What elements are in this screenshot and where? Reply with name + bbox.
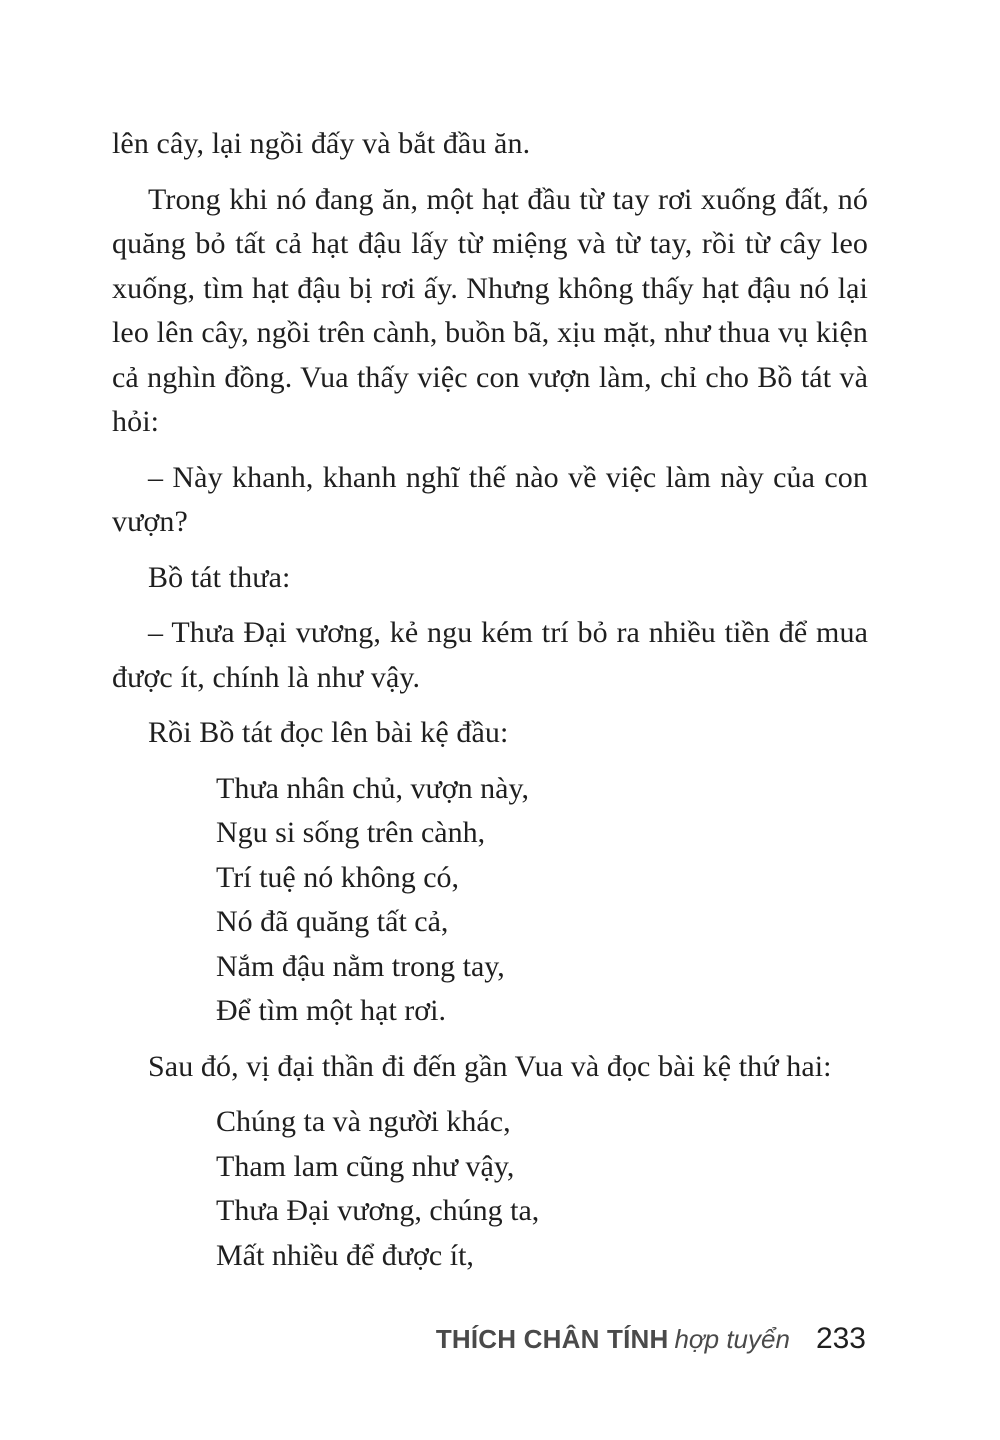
verse-line: Tham lam cũng như vậy, [216, 1149, 515, 1183]
page-footer [112, 1322, 866, 1366]
paragraph-bodhisattva-replies: Bồ tát thưa: [148, 560, 291, 594]
page-body [112, 122, 868, 1289]
verse-line: Trí tuệ nó không có, [216, 860, 460, 894]
verse-line: Ngu si sống trên cành, [216, 816, 486, 849]
paragraph-continuation: lên cây, lại ngồi đấy và bắt đầu ăn. [112, 127, 531, 160]
verse-line: Mất nhiều để được ít, [216, 1238, 474, 1272]
paragraph-bodhisattva-answer: – Thưa Đại vương, kẻ ngu kém trí bỏ ra nhiều tiền để mua được ít, chính là như vậy. [112, 616, 868, 694]
page-number: 233 [815, 1322, 866, 1355]
verse-line: Thưa nhân chủ, vượn này, [216, 771, 530, 805]
verse-line: Nó đã quăng tất cả, [216, 905, 449, 938]
verse-line: Chúng ta và người khác, [216, 1105, 511, 1138]
paragraph-second-verse-intro: Sau đó, vị đại thần đi đến gần Vua và đọc bài kệ thứ hai: [148, 1049, 832, 1083]
footer-subtitle: hợp tuyển [674, 1324, 790, 1354]
footer-author: THÍCH CHÂN TÍNH [435, 1324, 669, 1354]
verse-first [112, 767, 868, 1034]
verse-second [112, 1100, 868, 1278]
verse-line: Để tìm một hạt rơi. [216, 994, 446, 1027]
paragraph-monkey-drops-bean: Trong khi nó đang ăn, một hạt đầu từ tay rơi xuống đất, nó quăng bỏ tất cả hạt đậu lấy từ miệng và từ tay, rồi từ cây leo xuống, tìm hạt đậu bị rơi ấy. Nhưng không thấy hạt đậu nó lại leo lên cây, ngồi trên cành, buồn bã, xịu mặt, như thua vụ kiện cả nghìn đồng. Vua thấy việc con vượn làm, chỉ cho Bồ tát và hỏi: [112, 182, 868, 438]
paragraph-king-question: – Này khanh, khanh nghĩ thế nào về việc làm này của con vượn? [112, 460, 868, 538]
paragraph-first-verse-intro: Rồi Bồ tát đọc lên bài kệ đầu: [148, 716, 509, 749]
verse-line: Thưa Đại vương, chúng ta, [216, 1194, 540, 1227]
verse-line: Nắm đậu nằm trong tay, [216, 949, 505, 983]
